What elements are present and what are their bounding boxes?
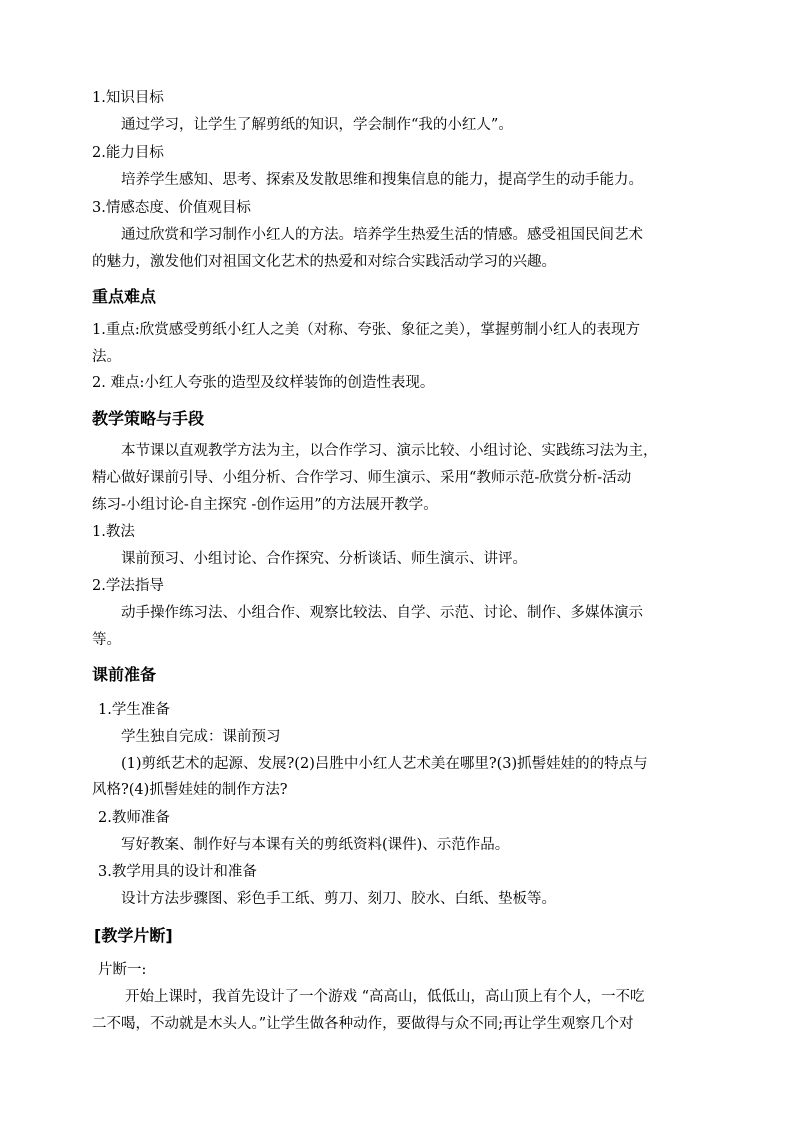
student-prep-questions: 风格?(4)抓髻娃娃的制作方法? [92,782,288,798]
knowledge-objective-text: 通过学习，让学生了解剪纸的知识，学会制作“我的小红人”。 [121,117,513,133]
emotion-objective-heading: 3.情感态度、价值观目标 [92,200,251,216]
key-point-2: 2. 难点:小红人夸张的造型及纹样装饰的创造性表现。 [92,375,435,391]
strategy-heading: 教学策略与手段 [92,409,205,428]
teaching-fragments-heading: [教学片断] [94,926,173,945]
student-prep-heading: 1.学生准备 [98,702,170,718]
fragment-1-paragraph: 开始上课时，我首先设计了一个游戏 “高高山，低低山，高山顶上有个人，一不吃 [125,989,645,1005]
key-points-heading: 重点难点 [92,287,157,306]
learning-method-heading: 2.学法指导 [92,578,164,594]
strategy-paragraph: 精心做好课前引导、小组分析、合作学习、师生演示、采用“教师示范-欣赏分析-活动 [92,470,632,486]
emotion-objective-text: 通过欣赏和学习制作小红人的方法。培养学生热爱生活的情感。感受祖国民间艺术 [121,227,643,243]
teaching-method-text: 课前预习、小组讨论、合作探究、分析谈话、师生演示、讲评。 [121,551,527,567]
fragment-1-paragraph: 二不喝，不动就是木头人。”让学生做各种动作，要做得与众不同;再让学生观察几个对 [92,1016,634,1032]
ability-objective-heading: 2.能力目标 [92,145,164,161]
fragment-1-label: 片断一: [98,962,147,978]
key-point-1: 1.重点:欣赏感受剪纸小红人之美（对称、夸张、象征之美），掌握剪制小红人的表现方 [92,322,640,338]
tools-prep-heading: 3.教学用具的设计和准备 [98,864,257,880]
preparation-heading: 课前准备 [92,665,157,684]
student-prep-text: 学生独自完成：课前预习 [121,729,281,745]
emotion-objective-text: 的魅力，激发他们对祖国文化艺术的热爱和对综合实践活动学习的兴趣。 [92,254,556,270]
student-prep-questions: (1)剪纸艺术的起源、发展?(2)吕胜中小红人艺术美在哪里?(3)抓髻娃娃的的特点与 [121,756,648,772]
strategy-paragraph: 本节课以直观教学方法为主，以合作学习、演示比较、小组讨论、实践练习法为主， [121,443,658,459]
teacher-prep-text: 写好教案、制作好与本课有关的剪纸资料(课件)、示范作品。 [121,837,510,853]
strategy-paragraph: 练习-小组讨论-自主探究 -创作运用”的方法展开教学。 [92,497,438,513]
teacher-prep-heading: 2.教师准备 [98,810,170,826]
learning-method-text: 等。 [92,632,121,648]
knowledge-objective-heading: 1.知识目标 [92,90,164,106]
teaching-method-heading: 1.教法 [92,524,135,540]
learning-method-text: 动手操作练习法、小组合作、观察比较法、自学、示范、讨论、制作、多媒体演示 [121,605,643,621]
key-point-1: 法。 [92,349,121,365]
ability-objective-text: 培养学生感知、思考、探索及发散思维和搜集信息的能力，提高学生的动手能力。 [121,172,643,188]
tools-prep-text: 设计方法步骤图、彩色手工纸、剪刀、刻刀、胶水、白纸、垫板等。 [121,891,556,907]
